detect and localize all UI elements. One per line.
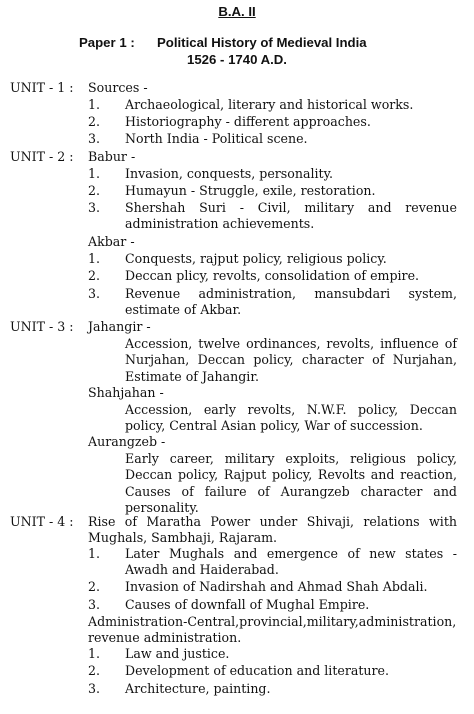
list-number: 1. xyxy=(88,97,101,112)
unit-2-label: UNIT - 2 : xyxy=(10,149,74,164)
list-item: Later Mughals and emergence of new states - xyxy=(125,546,457,561)
list-item: Development of education and literature. xyxy=(125,663,390,678)
list-item-continuation: Awadh and Haiderabad. xyxy=(125,562,279,577)
jahangir-heading: Jahangir - xyxy=(88,319,151,334)
paragraph-line: Accession, early revolts, N.W.F. policy, Deccan xyxy=(125,402,457,417)
unit-1-heading: Sources - xyxy=(88,80,148,95)
list-number: 3. xyxy=(88,681,101,696)
list-item: North India - Political scene. xyxy=(125,131,308,146)
list-number: 2. xyxy=(88,663,101,678)
list-number: 2. xyxy=(88,183,101,198)
document-title: B.A. II xyxy=(218,4,256,19)
list-number: 3. xyxy=(88,597,101,612)
unit-3-label: UNIT - 3 : xyxy=(10,319,74,334)
list-number: 1. xyxy=(88,646,101,661)
akbar-heading: Akbar - xyxy=(88,234,135,249)
shahjahan-heading: Shahjahan - xyxy=(88,385,164,400)
paragraph-line: personality. xyxy=(125,499,199,515)
paragraph-line: policy, Central Asian policy, War of succession. xyxy=(125,418,423,434)
paragraph-line: Nurjahan, Deccan policy, character of Nurjahan, xyxy=(125,352,457,368)
paper-title: Political History of Medieval India xyxy=(157,35,367,50)
list-number: 3. xyxy=(88,286,101,301)
list-item: Historiography - different approaches. xyxy=(125,114,371,129)
list-item: Causes of downfall of Mughal Empire. xyxy=(125,597,370,612)
list-item: Invasion of Nadirshah and Ahmad Shah Abdali. xyxy=(125,579,428,594)
unit-4-label: UNIT - 4 : xyxy=(10,514,74,529)
administration-paragraph xyxy=(88,614,457,646)
list-number: 3. xyxy=(88,200,101,215)
list-item: Archaeological, literary and historical works. xyxy=(125,97,414,112)
list-number: 1. xyxy=(88,166,101,181)
paragraph-line: Rise of Maratha Power under Shivaji, relations with xyxy=(88,514,457,529)
list-item-continuation: estimate of Akbar. xyxy=(125,302,242,317)
babur-heading: Babur - xyxy=(88,149,136,164)
list-item: Deccan plicy, revolts, consolidation of empire. xyxy=(125,268,420,283)
paragraph-line: Causes of failure of Aurangzeb character and xyxy=(125,483,457,499)
paragraph-line: revenue administration. xyxy=(88,629,242,645)
list-item: Law and justice. xyxy=(125,646,230,661)
list-item: Invasion, conquests, personality. xyxy=(125,166,334,181)
list-item: Humayun - Struggle, exile, restoration. xyxy=(125,183,376,198)
list-number: 2. xyxy=(88,268,101,283)
unit-4-intro xyxy=(88,514,457,546)
paragraph-line: Administration-Central,provincial,military,administration, xyxy=(88,614,457,629)
jahangir-paragraph xyxy=(125,336,457,385)
paper-years: 1526 - 1740 A.D. xyxy=(187,52,287,67)
list-item: Shershah Suri - Civil, military and revenue xyxy=(125,200,457,215)
list-number: 2. xyxy=(88,579,101,594)
shahjahan-paragraph xyxy=(125,402,457,435)
list-number: 2. xyxy=(88,114,101,129)
list-number: 1. xyxy=(88,546,101,561)
paragraph-line: Early career, military exploits, religious policy, xyxy=(125,451,457,466)
paragraph-line: Mughals, Sambhaji, Rajaram. xyxy=(88,529,278,545)
list-item-continuation: administration achievements. xyxy=(125,216,315,231)
list-item: Conquests, rajput policy, religious policy. xyxy=(125,251,387,266)
paper-label: Paper 1 : xyxy=(79,35,135,50)
paragraph-line: Accession, twelve ordinances, revolts, influence of xyxy=(125,336,457,351)
list-number: 3. xyxy=(88,131,101,146)
paragraph-line: Deccan policy, Rajput policy, Revolts and reaction, xyxy=(125,467,457,483)
unit-1-label: UNIT - 1 : xyxy=(10,80,74,95)
list-item: Revenue administration, mansubdari system, xyxy=(125,286,457,301)
aurangzeb-heading: Aurangzeb - xyxy=(88,434,166,449)
aurangzeb-paragraph xyxy=(125,451,457,516)
list-number: 1. xyxy=(88,251,101,266)
paragraph-line: Estimate of Jahangir. xyxy=(125,368,259,384)
list-item: Architecture, painting. xyxy=(125,681,271,696)
